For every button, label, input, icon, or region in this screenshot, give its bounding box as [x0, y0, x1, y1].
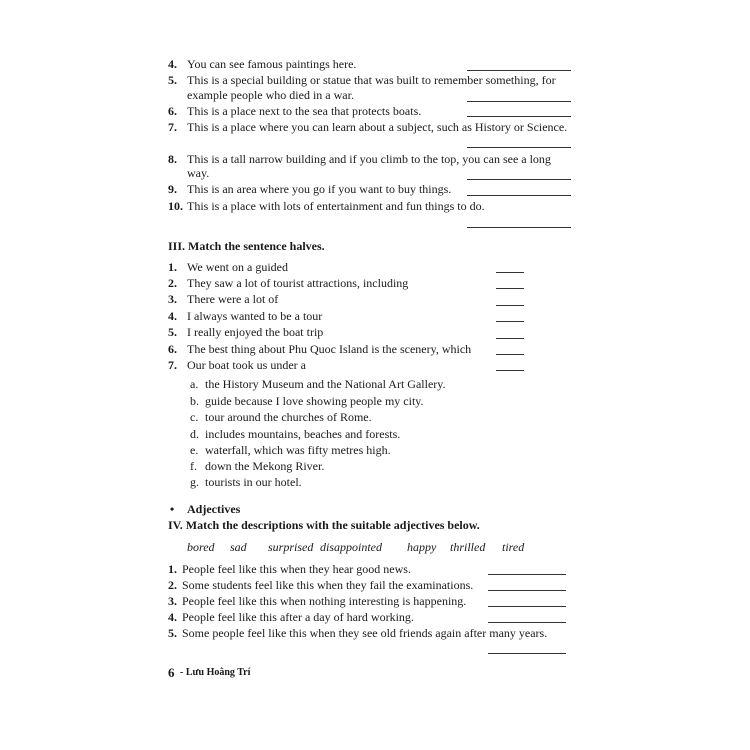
answer-blank[interactable] — [488, 590, 566, 591]
description-text: People feel like this when they hear good news. — [182, 562, 411, 576]
answer-blank[interactable] — [496, 288, 524, 289]
option-letter: e. — [190, 443, 199, 457]
answer-blank[interactable] — [488, 606, 566, 607]
adjective-word: bored — [187, 540, 215, 554]
adjective-word: disappointed — [320, 540, 382, 554]
answer-blank[interactable] — [496, 354, 524, 355]
item-number: 7. — [168, 120, 177, 134]
option-text: down the Mekong River. — [205, 459, 325, 473]
question-text: example people who died in a war. — [187, 88, 354, 102]
sentence-start: The best thing about Phu Quoc Island is the scenery, which — [187, 342, 472, 356]
item-number: 9. — [168, 182, 177, 196]
item-number: 5. — [168, 626, 177, 640]
answer-blank[interactable] — [467, 101, 571, 102]
subsection-label: Adjectives — [187, 502, 241, 516]
item-number: 4. — [168, 57, 177, 71]
item-number: 4. — [168, 610, 177, 624]
item-number: 10. — [168, 199, 183, 213]
section-title: III. Match the sentence halves. — [168, 239, 325, 253]
question-text: This is an area where you go if you want to buy things. — [187, 182, 452, 196]
option-text: includes mountains, beaches and forests. — [205, 427, 401, 441]
adjective-word: thrilled — [450, 540, 486, 554]
answer-blank[interactable] — [496, 321, 524, 322]
answer-blank[interactable] — [496, 305, 524, 306]
adjective-word: sad — [230, 540, 247, 554]
answer-blank[interactable] — [488, 653, 566, 654]
adjective-word: tired — [502, 540, 525, 554]
option-text: tourists in our hotel. — [205, 475, 302, 489]
item-number: 7. — [168, 358, 177, 372]
option-letter: b. — [190, 394, 199, 408]
item-number: 8. — [168, 152, 177, 166]
item-number: 5. — [168, 73, 177, 87]
option-letter: g. — [190, 475, 199, 489]
option-text: waterfall, which was fifty metres high. — [205, 443, 391, 457]
question-text: way. — [187, 166, 210, 180]
adjective-word: surprised — [268, 540, 314, 554]
answer-blank[interactable] — [467, 227, 571, 228]
question-text: You can see famous paintings here. — [187, 57, 357, 71]
description-text: Some students feel like this when they fail the examinations. — [182, 578, 474, 592]
question-text: This is a tall narrow building and if you climb to the top, you can see a long — [187, 152, 551, 166]
answer-blank[interactable] — [467, 195, 571, 196]
item-number: 4. — [168, 309, 177, 323]
option-text: tour around the churches of Rome. — [205, 410, 372, 424]
answer-blank[interactable] — [496, 272, 524, 273]
answer-blank[interactable] — [467, 70, 571, 71]
question-text: This is a place where you can learn about a subject, such as History or Science. — [187, 120, 568, 134]
item-number: 1. — [168, 562, 177, 576]
option-text: the History Museum and the National Art Gallery. — [205, 377, 446, 391]
option-letter: c. — [190, 410, 199, 424]
section-title: IV. Match the descriptions with the suitable adjectives below. — [168, 518, 480, 532]
item-number: 2. — [168, 578, 177, 592]
description-text: People feel like this after a day of hard working. — [182, 610, 414, 624]
sentence-start: Our boat took us under a — [187, 358, 306, 372]
item-number: 5. — [168, 325, 177, 339]
question-text: This is a place with lots of entertainment and fun things to do. — [187, 199, 485, 213]
answer-blank[interactable] — [496, 370, 524, 371]
sentence-start: We went on a guided — [187, 260, 289, 274]
answer-blank[interactable] — [467, 116, 571, 117]
question-text: This is a special building or statue that was built to remember something, for — [187, 73, 556, 87]
sentence-start: I always wanted to be a tour — [187, 309, 323, 323]
adjective-word: happy — [407, 540, 437, 554]
sentence-start: There were a lot of — [187, 292, 279, 306]
sentence-start: I really enjoyed the boat trip — [187, 325, 324, 339]
answer-blank[interactable] — [467, 179, 571, 180]
author-name: - Lưu Hoằng Trí — [180, 667, 251, 678]
sentence-start: They saw a lot of tourist attractions, including — [187, 276, 409, 290]
option-text: guide because I love showing people my city. — [205, 394, 424, 408]
option-letter: f. — [190, 459, 197, 473]
item-number: 3. — [168, 594, 177, 608]
question-text: This is a place next to the sea that protects boats. — [187, 104, 422, 118]
option-letter: a. — [190, 377, 199, 391]
item-number: 2. — [168, 276, 177, 290]
item-number: 6. — [168, 104, 177, 118]
option-letter: d. — [190, 427, 199, 441]
description-text: People feel like this when nothing interesting is happening. — [182, 594, 467, 608]
item-number: 1. — [168, 260, 177, 274]
answer-blank[interactable] — [488, 622, 566, 623]
description-text: Some people feel like this when they see old friends again after many years. — [182, 626, 548, 640]
answer-blank[interactable] — [488, 574, 566, 575]
bullet-icon: • — [170, 502, 175, 516]
page-number: 6 — [168, 665, 175, 680]
item-number: 6. — [168, 342, 177, 356]
answer-blank[interactable] — [496, 338, 524, 339]
item-number: 3. — [168, 292, 177, 306]
answer-blank[interactable] — [467, 147, 571, 148]
